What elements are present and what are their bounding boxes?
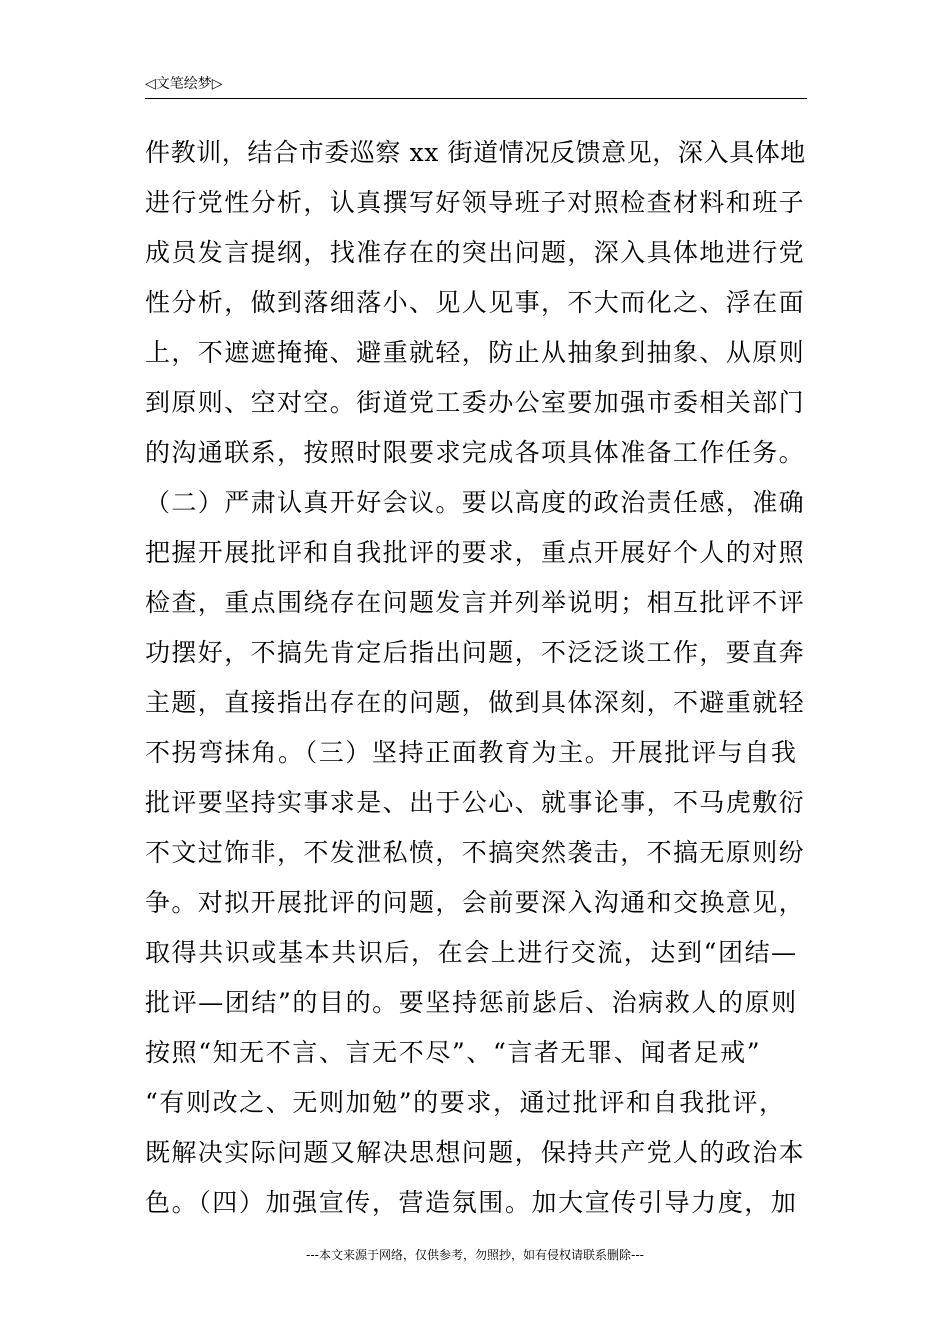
body-line: 性分析，做到落细落小、见人见事，不大而化之、浮在面 [145,288,806,317]
body-line: 争。对拟开展批评的问题，会前要深入沟通和交换意见， [145,888,806,917]
body-line: （二）严肃认真开好会议。要以高度的政治责任感，准确 [145,488,806,517]
body-line: 取得共识或基本共识后，在会上进行交流，达到“团结— [145,938,798,967]
body-line: 批评—团结”的目的。要坚持惩前毖后、治病救人的原则 [145,988,798,1017]
body-line: 不拐弯抹角。（三）坚持正面教育为主。开展批评与自我 [145,738,798,767]
body-line: 把握开展批评和自我批评的要求，重点开展好个人的对照 [145,538,806,567]
body-line: 进行党性分析，认真撰写好领导班子对照检查材料和班子 [145,188,806,217]
body-line: 批评要坚持实事求是、出于公心、就事论事，不马虎敷衍 [145,788,806,817]
body-line: 到原则、空对空。街道党工委办公室要加强市委相关部门 [145,388,806,417]
body-line: 的沟通联系，按照时限要求完成各项具体准备工作任务。 [145,438,806,467]
page-header [145,72,807,99]
body-line: 既解决实际问题又解决思想问题，保持共产党人的政治本 [145,1138,806,1167]
header-brand-mark: ◁文笔绘梦▷ [145,76,223,92]
body-line: 色。（四）加强宣传，营造氛围。加大宣传引导力度，加 [145,1188,798,1217]
body-line: “有则改之、无则加勉”的要求，通过批评和自我批评， [145,1088,786,1117]
body-line: 件教训，结合市委巡察 xx 街道情况反馈意见，深入具体地 [145,138,806,167]
body-line: 检查，重点围绕存在问题发言并列举说明；相互批评不评 [145,588,806,617]
body-line: 功摆好，不搞先肯定后指出问题，不泛泛谈工作，要直奔 [145,638,806,667]
body-line: 按照“知无不言、言无不尽”、“言者无罪、闻者足戒” [145,1038,762,1067]
page-footer-notice: ---本文来源于网络，仅供参考，勿照抄，如有侵权请联系删除--- [306,1248,644,1262]
document-body [145,128,809,1228]
body-line: 主题，直接指出存在的问题，做到具体深刻，不避重就轻 [145,688,806,717]
body-line: 不文过饰非，不发泄私愤，不搞突然袭击，不搞无原则纷 [145,838,806,867]
body-line: 成员发言提纲，找准存在的突出问题，深入具体地进行党 [145,238,806,267]
body-line: 上，不遮遮掩掩、避重就轻，防止从抽象到抽象、从原则 [145,338,806,367]
